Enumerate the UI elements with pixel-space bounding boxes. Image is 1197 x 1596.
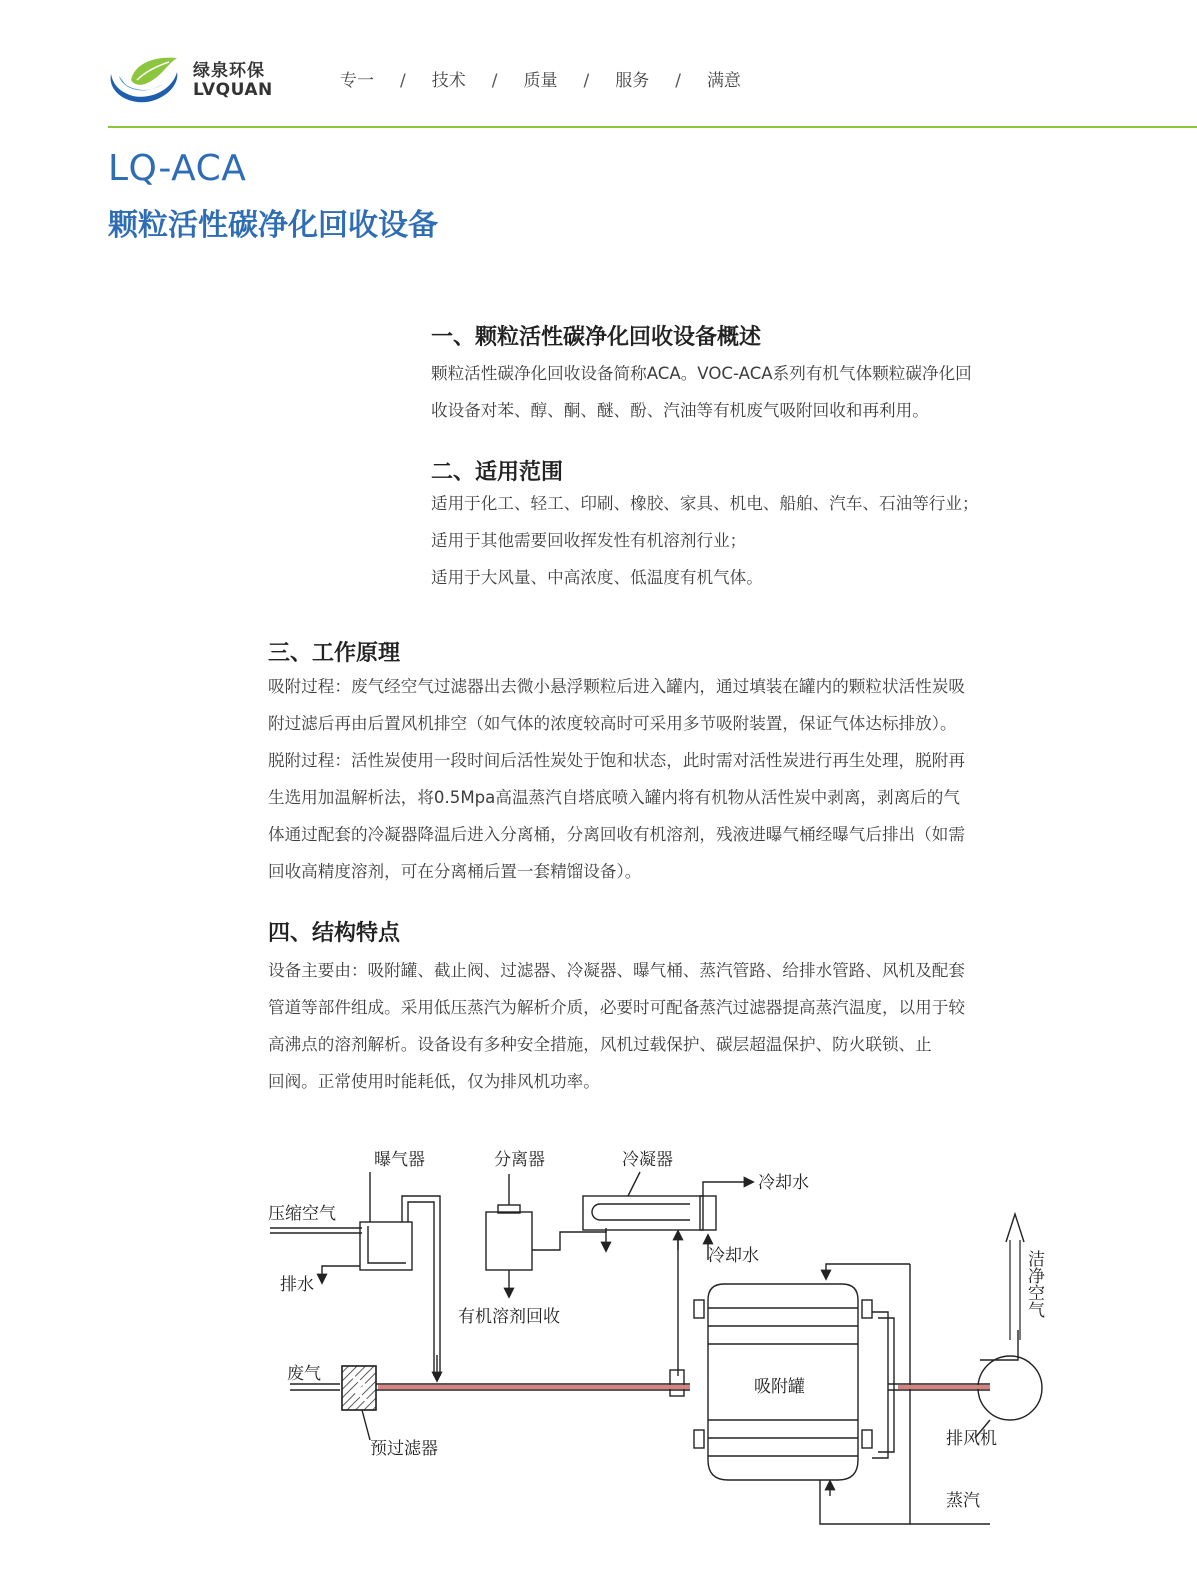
principle-line-2: 附过滤后再由后置风机排空（如气体的浓度较高时可采用多节吸附装置，保证气体达标排放）。: [268, 714, 957, 733]
structure-line-4: 回阀。正常使用时能耗低，仅为排风机功率。: [268, 1072, 600, 1091]
label-pre-filter: 预过滤器: [370, 1439, 438, 1459]
nav-separator: /: [583, 71, 590, 91]
scope-heading: 二、适用范围: [431, 460, 564, 485]
label-condenser: 冷凝器: [622, 1150, 673, 1170]
slogan-nav: [340, 66, 741, 91]
nav-item-2: 技术: [431, 71, 466, 91]
process-flow-diagram: [265, 1140, 1065, 1580]
overview-heading: 一、颗粒活性碳净化回收设备概述: [431, 325, 762, 350]
principle-line-5: 体通过配套的冷凝器降温后进入分离桶，分离回收有机溶剂，残液进曝气桶经曝气后排出（如需: [268, 825, 965, 844]
principle-line-6: 回收高精度溶剂，可在分离桶后置一套精馏设备）。: [268, 862, 642, 881]
label-cooling-water-out: 冷却水: [758, 1173, 809, 1193]
label-adsorption-tank: 吸附罐: [754, 1377, 805, 1397]
brand-name-cn: 绿泉环保: [193, 61, 265, 81]
structure-line-3: 高沸点的溶剂解析。设备设有多种安全措施，风机过载保护、碳层超温保护、防火联锁、止: [268, 1035, 932, 1054]
brand-name-en: LVQUAN: [193, 80, 273, 100]
label-drain: 排水: [280, 1275, 314, 1295]
nav-item-5: 满意: [706, 71, 741, 91]
nav-item-4: 服务: [615, 71, 650, 91]
nav-separator: /: [675, 71, 681, 91]
overview-line-2: 收设备对苯、醇、酮、醚、酚、汽油等有机废气吸附回收和再利用。: [431, 401, 929, 420]
label-steam: 蒸汽: [946, 1491, 980, 1511]
nav-separator: /: [491, 71, 498, 91]
principle-heading: 三、工作原理: [268, 641, 401, 666]
separator-vessel: [486, 1212, 532, 1270]
scope-line-3: 适用于大风量、中高浓度、低温度有机气体。: [431, 568, 763, 587]
label-aerator: 曝气器: [374, 1150, 425, 1170]
scope-line-1: 适用于化工、轻工、印刷、橡胶、家具、机电、船舶、汽车、石油等行业；: [431, 494, 979, 513]
nav-item-3: 质量: [523, 71, 558, 91]
label-exhaust-fan: 排风机: [946, 1429, 997, 1449]
structure-line-2: 管道等部件组成。采用低压蒸汽为解析介质，必要时可配备蒸汽过滤器提高蒸汽温度，以用于较: [268, 998, 965, 1017]
label-compressed-air: 压缩空气: [268, 1204, 336, 1224]
overview-line-1: 颗粒活性碳净化回收设备简称ACA。VOC-ACA系列有机气体颗粒碳净化回: [431, 364, 972, 383]
nav-separator: /: [400, 71, 406, 91]
brand-logo[interactable]: [105, 50, 285, 110]
label-clean-air: 洁净空气: [1024, 1250, 1044, 1318]
product-model: LQ-ACA: [108, 148, 247, 189]
nav-item-1: 专一: [340, 71, 374, 91]
label-separator: 分离器: [494, 1150, 545, 1170]
product-title: 颗粒活性碳净化回收设备: [108, 208, 438, 243]
label-waste-gas: 废气: [287, 1364, 321, 1384]
brand-logo-icon: [105, 50, 185, 110]
page-header: [0, 0, 1197, 128]
principle-line-4: 生选用加温解析法，将0.5Mpa高温蒸汽自塔底喷入罐内将有机物从活性炭中剥离，剥离后的气: [268, 788, 960, 807]
principle-line-3: 脱附过程：活性炭使用一段时间后活性炭处于饱和状态，此时需对活性炭进行再生处理，脱附再: [268, 751, 965, 770]
label-solvent-recovery: 有机溶剂回收: [458, 1307, 560, 1327]
condenser-vessel: [583, 1196, 703, 1230]
structure-heading: 四、结构特点: [268, 921, 401, 946]
header-divider: [108, 126, 1197, 128]
principle-line-1: 吸附过程：废气经空气过滤器出去微小悬浮颗粒后进入罐内，通过填装在罐内的颗粒状活性炭吸: [268, 677, 965, 696]
scope-line-2: 适用于其他需要回收挥发性有机溶剂行业；: [431, 531, 747, 550]
label-cooling-water-in: 冷却水: [708, 1246, 759, 1266]
structure-line-1: 设备主要由：吸附罐、截止阀、过滤器、冷凝器、曝气桶、蒸汽管路、给排水管路、风机及配套: [268, 961, 965, 980]
